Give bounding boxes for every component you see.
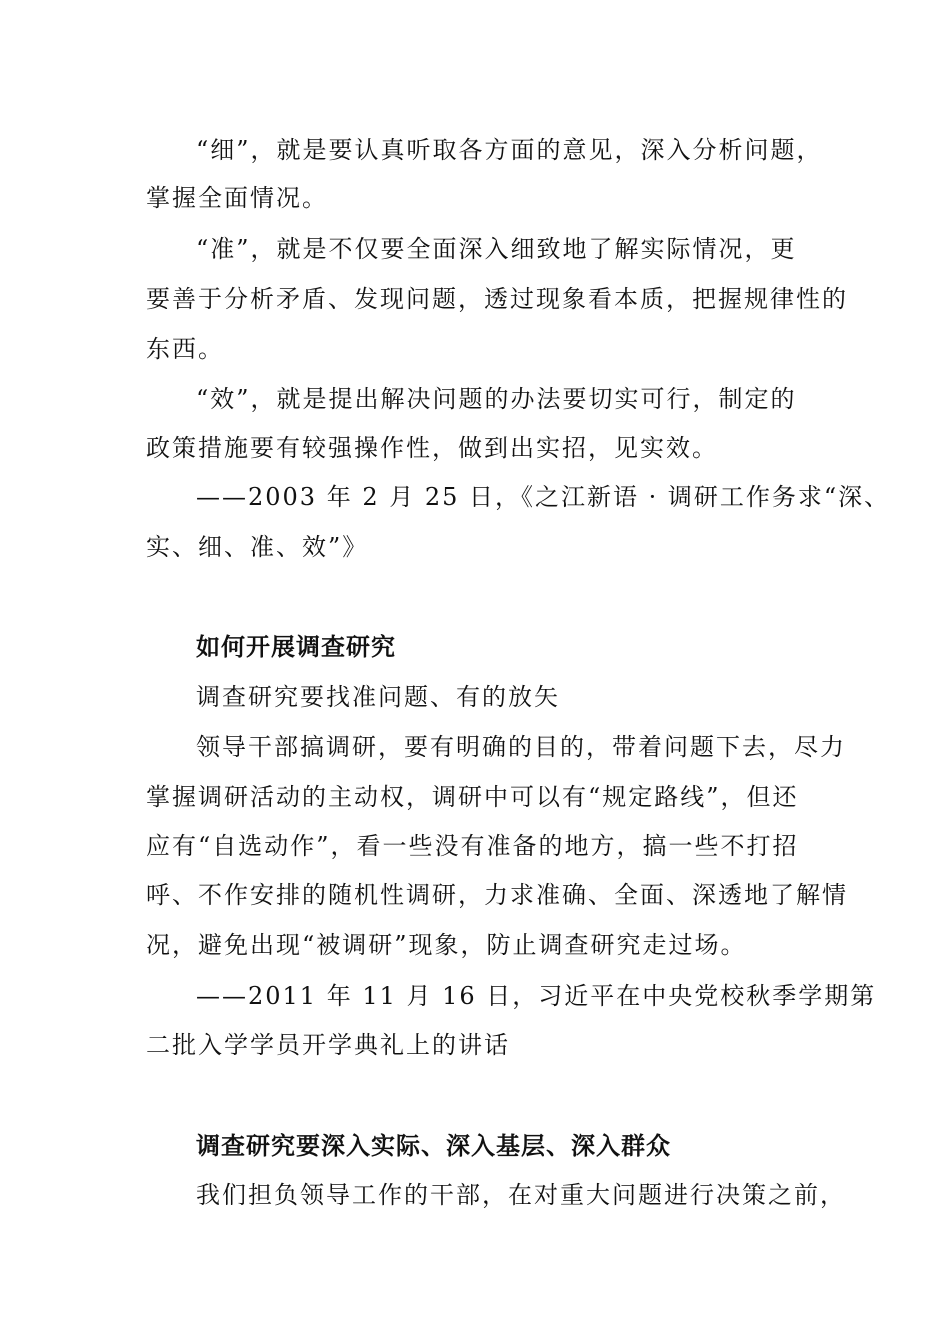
- paragraph-line: “细”，就是要认真听取各方面的意见，深入分析问题，: [196, 136, 823, 164]
- paragraph-line: 领导干部搞调研，要有明确的目的，带着问题下去，尽力: [196, 733, 846, 761]
- paragraph-line: 况，避免出现“被调研”现象，防止调查研究走过场。: [146, 931, 747, 959]
- citation-line: 二批入学学员开学典礼上的讲话: [146, 1031, 510, 1059]
- section-heading: 如何开展调查研究: [196, 632, 396, 661]
- paragraph-line: 东西。: [146, 335, 224, 363]
- paragraph-line: 我们担负领导工作的干部，在对重大问题进行决策之前，: [196, 1181, 846, 1209]
- citation-line: 实、细、准、效”》: [146, 533, 369, 561]
- paragraph-line: 政策措施要有较强操作性，做到出实招，见实效。: [146, 434, 718, 462]
- paragraph-line: “准”，就是不仅要全面深入细致地了解实际情况，更: [196, 235, 797, 263]
- subheading-line: 调查研究要找准问题、有的放矢: [196, 683, 560, 711]
- section-heading: 调查研究要深入实际、深入基层、深入群众: [196, 1131, 671, 1160]
- paragraph-line: 掌握全面情况。: [146, 184, 328, 212]
- paragraph-line: 呼、不作安排的随机性调研，力求准确、全面、深透地了解情: [146, 881, 848, 909]
- paragraph-line: 掌握调研活动的主动权，调研中可以有“规定路线”，但还: [146, 783, 799, 811]
- citation-line: ——2011 年 11 月 16 日，习近平在中央党校秋季学期第: [196, 982, 877, 1010]
- paragraph-line: 要善于分析矛盾、发现问题，透过现象看本质，把握规律性的: [146, 285, 848, 313]
- paragraph-line: “效”，就是提出解决问题的办法要切实可行，制定的: [196, 385, 797, 413]
- paragraph-line: 应有“自选动作”，看一些没有准备的地方，搞一些不打招: [146, 832, 799, 860]
- citation-line: ——2003 年 2 月 25 日，《之江新语 · 调研工作务求“深、: [196, 483, 891, 511]
